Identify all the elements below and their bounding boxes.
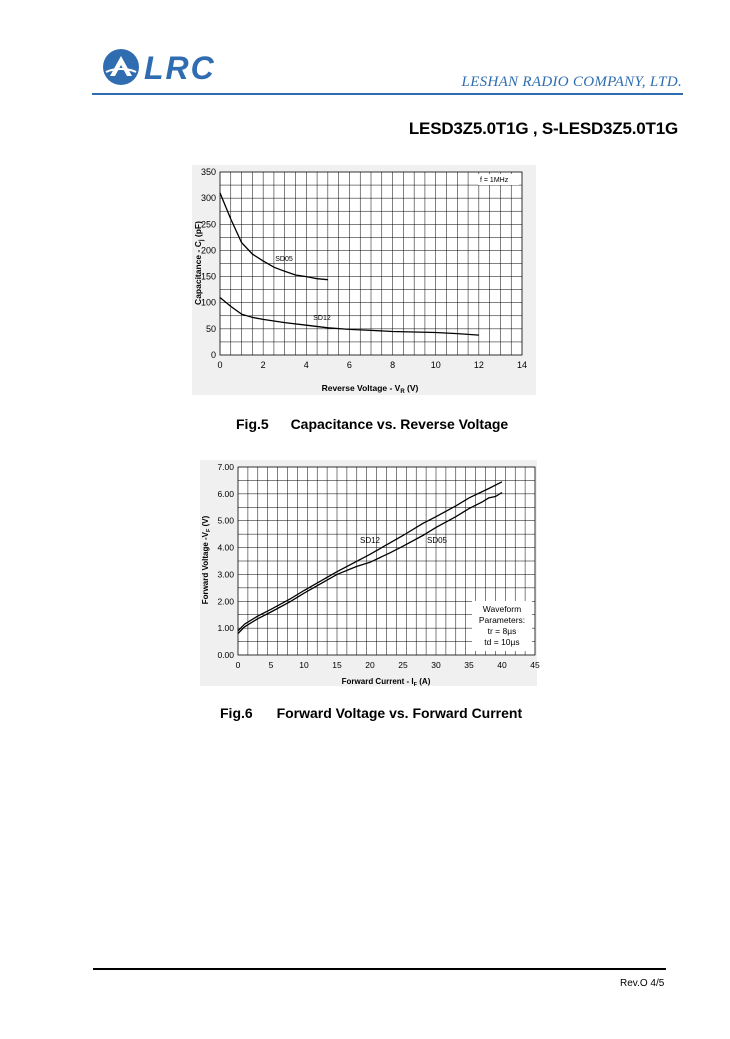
fig6-caption — [220, 705, 522, 721]
fig5-x-tick-label: 4 — [303, 360, 309, 370]
fig5-y-tick-label: 300 — [200, 193, 216, 204]
revision-label: Rev.O 4/5 — [620, 978, 665, 989]
fig5-x-tick-label: 12 — [473, 360, 484, 370]
fig5-caption-text: Capacitance vs. Reverse Voltage — [290, 416, 509, 432]
fig6-x-tick-label: 10 — [299, 660, 309, 670]
fig6-y-tick-label: 5.00 — [217, 515, 234, 526]
fig6-x-tick-label: 35 — [464, 660, 474, 670]
footer-divider — [93, 968, 666, 970]
fig6-y-tick-label: 3.00 — [217, 569, 234, 580]
fig6-y-tick-label: 1.00 — [217, 623, 234, 634]
fig6-series-sd12-label: SD12 — [359, 536, 381, 545]
part-number-title: LESD3Z5.0T1G , S-LESD3Z5.0T1G — [408, 119, 678, 138]
fig5-x-tick-label: 14 — [516, 360, 528, 370]
fig6-annotation-text: Waveform — [482, 604, 522, 614]
fig5-annotation-text: f = 1MHz — [480, 177, 509, 184]
logo-wordmark: LRC — [144, 50, 216, 86]
fig6-x-axis-label: Forward Current - $I_F$ (A) — [341, 677, 431, 688]
fig5-caption-number: Fig.5 — [236, 416, 269, 432]
fig6-caption-number: Fig.6 — [220, 705, 253, 721]
fig6-x-tick-label: 45 — [530, 660, 540, 670]
fig5-y-tick-label: 0 — [210, 350, 216, 360]
fig5-y-tick-label: 250 — [200, 219, 216, 230]
fig5-y-tick-label: 200 — [200, 245, 216, 256]
fig5-y-tick-label: 50 — [205, 323, 216, 334]
fig6-y-axis-label: Forward Voltage $-V_F$ (V) — [201, 515, 212, 605]
fig5-y-tick-label: 100 — [200, 297, 216, 308]
fig6-y-tick-label: 7.00 — [217, 462, 234, 472]
fig6-x-tick-label: 15 — [332, 660, 342, 670]
fig5-x-tick-label: 10 — [430, 360, 441, 370]
fig6-caption-text: Forward Voltage vs. Forward Current — [276, 705, 523, 721]
company-name: LESHAN RADIO COMPANY, LTD. — [461, 74, 682, 90]
fig5-x-tick-label: 8 — [390, 360, 396, 370]
fig6-x-tick-label: 30 — [431, 660, 441, 670]
fig6-x-tick-label: 0 — [235, 660, 241, 670]
fig5-x-axis-label: Reverse Voltage - $V_R$ (V) — [321, 383, 419, 395]
fig5-y-tick-label: 150 — [200, 271, 216, 282]
fig6-x-tick-label: 20 — [365, 660, 375, 670]
fig5-x-tick-label: 2 — [260, 360, 266, 370]
fig5-y-tick-label: 350 — [200, 167, 216, 177]
fig6-y-tick-label: 2.00 — [217, 596, 234, 607]
fig6-annotation-text: Parameters: — [478, 615, 526, 625]
fig5-x-tick-label: 0 — [217, 360, 223, 370]
fig5-series-sd12-label: SD12 — [313, 315, 331, 322]
fig6-series-sd05-label: SD05 — [426, 536, 448, 545]
fig5-y-axis-label: Capacitance - $C_j$ (pF) — [193, 221, 205, 305]
fig6-y-tick-label: 6.00 — [217, 488, 234, 499]
fig6-y-tick-label: 4.00 — [217, 542, 234, 553]
fig6-x-tick-label: 25 — [398, 660, 408, 670]
fig6-x-tick-label: 40 — [497, 660, 507, 670]
fig6-y-tick-label: 0.00 — [217, 650, 234, 660]
fig5-x-tick-label: 6 — [346, 360, 352, 370]
fig5-series-sd05-label: SD05 — [275, 256, 293, 263]
fig6-annotation-text: td = 10µs — [484, 637, 520, 647]
fig6-annotation-text: tr = 8µs — [487, 626, 517, 636]
fig6-x-tick-label: 5 — [268, 660, 274, 670]
